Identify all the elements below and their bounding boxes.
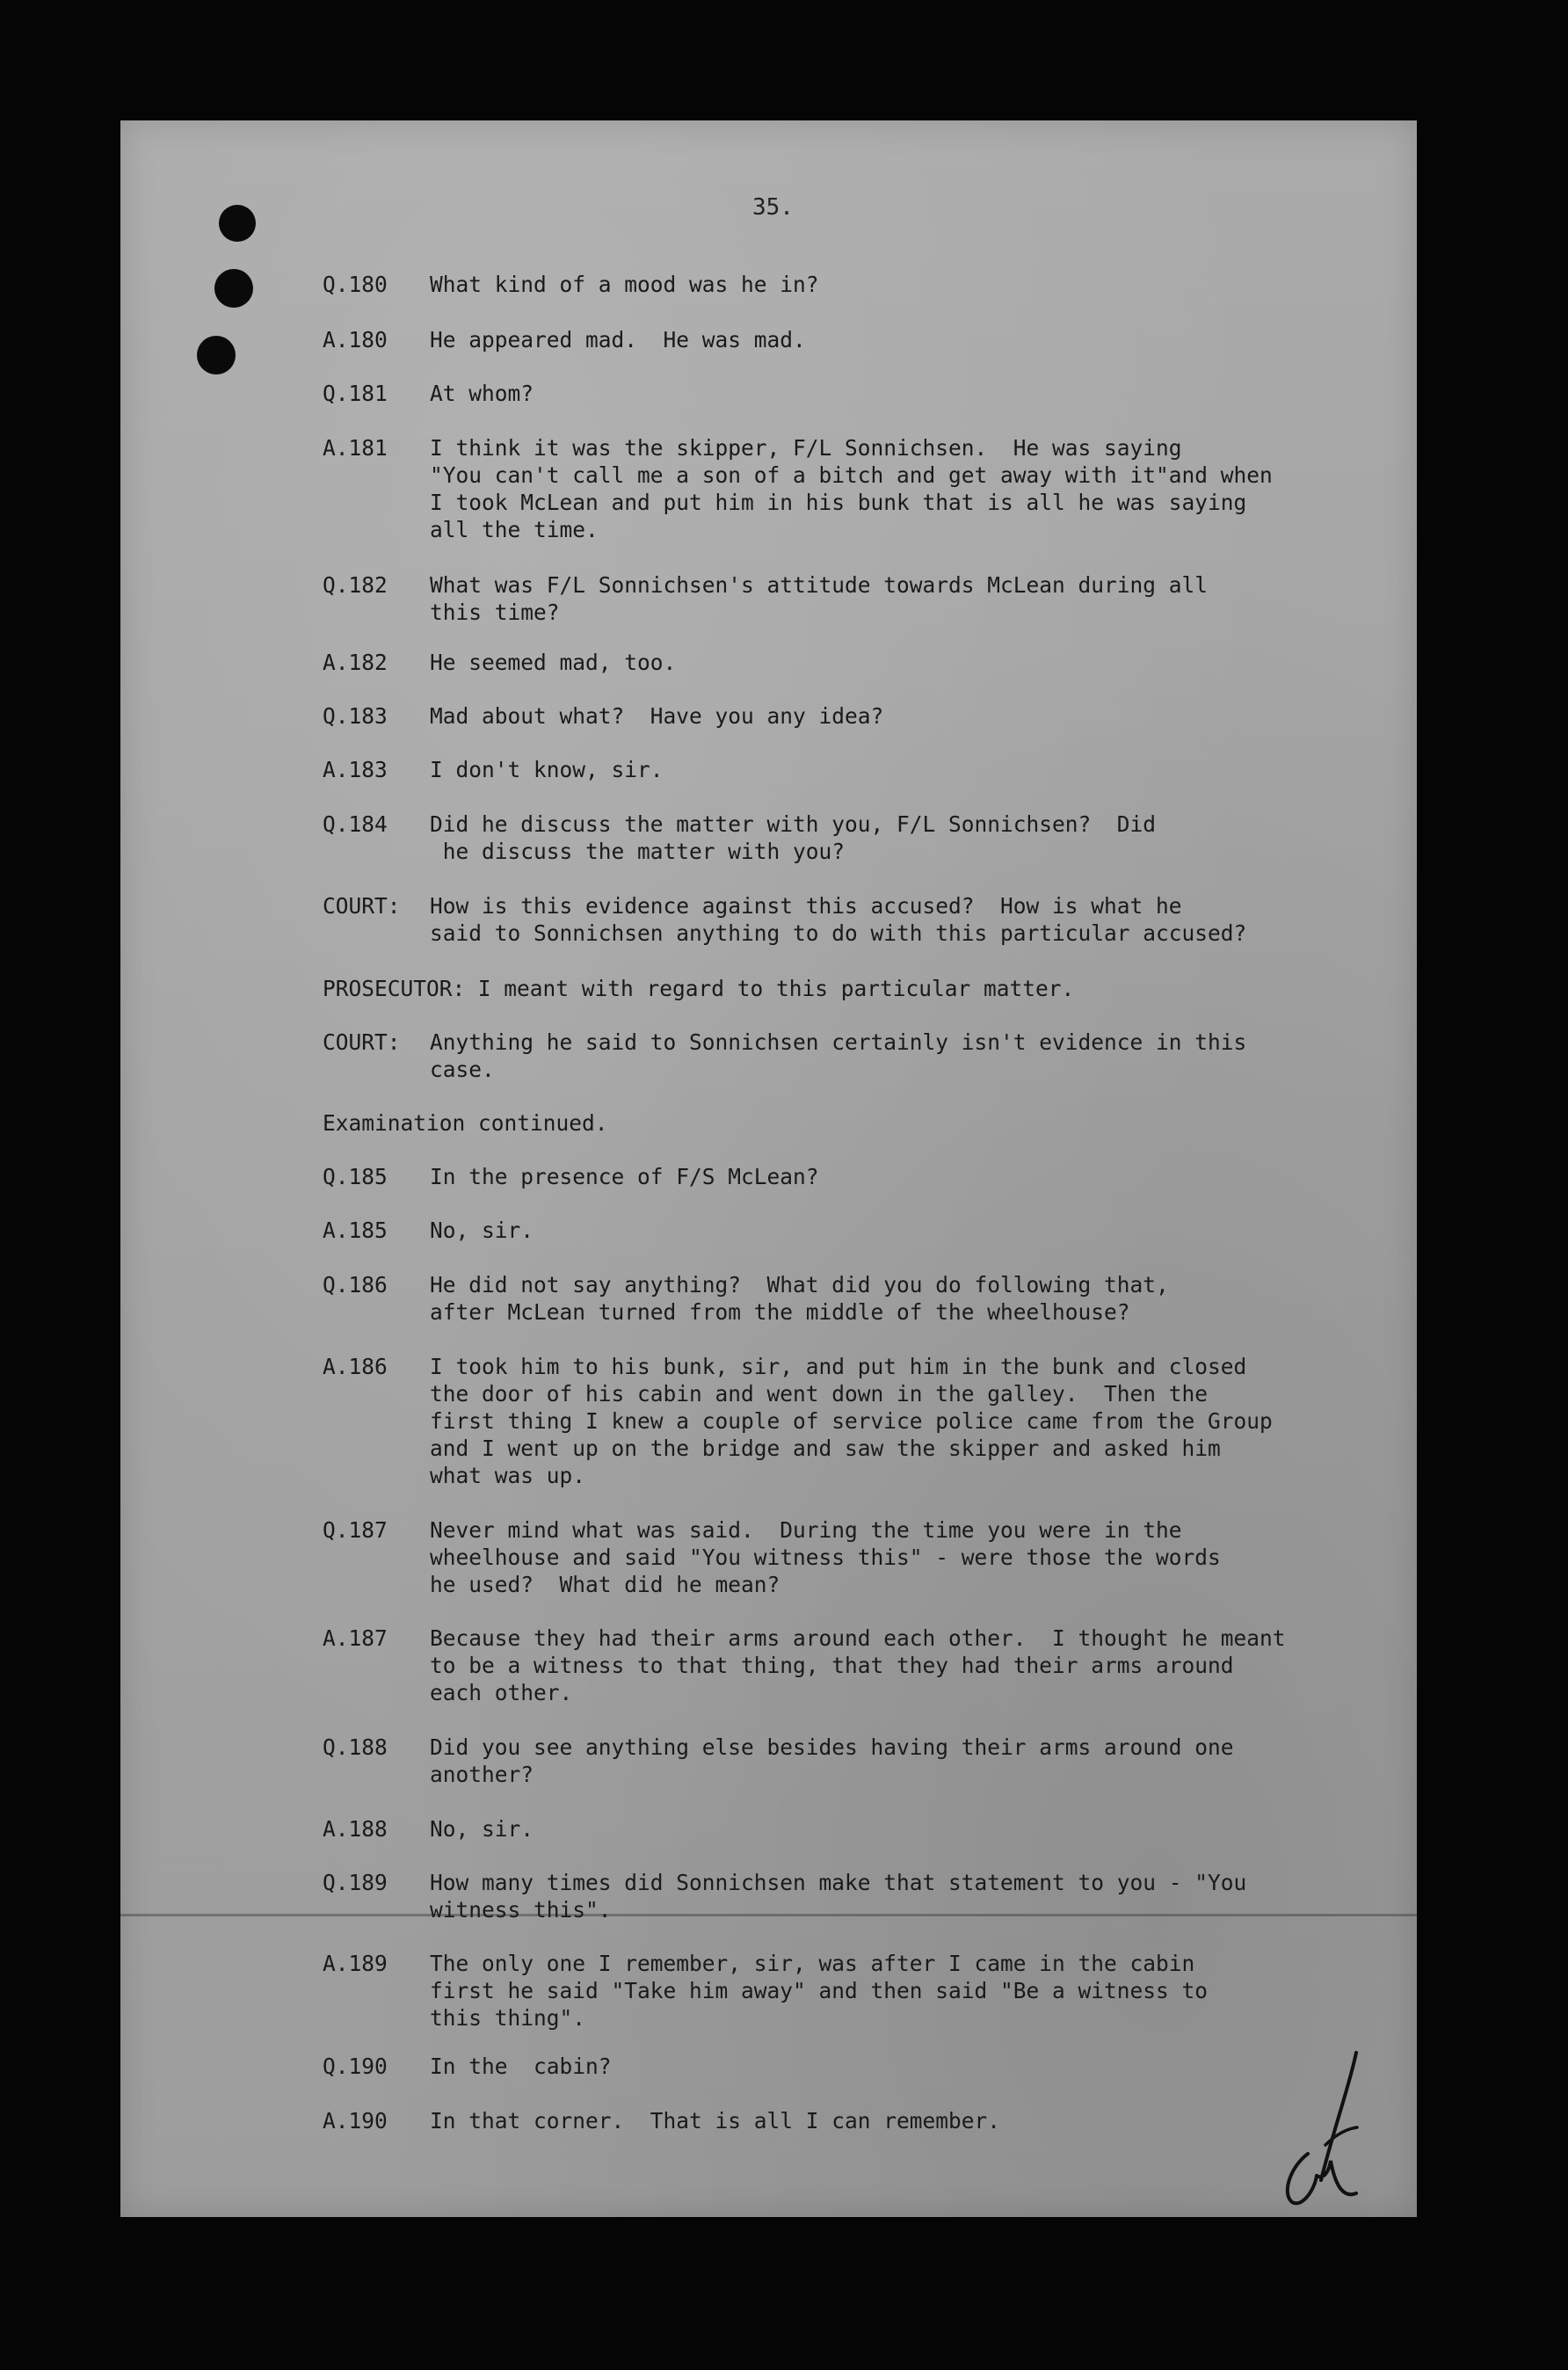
entry-line: No, sir.	[430, 1816, 534, 1842]
entry-line: Never mind what was said. During the time you were in the	[430, 1517, 1182, 1543]
entry-label: Q.185	[323, 1164, 388, 1189]
entry-line: Did you see anything else besides having their arms around one	[430, 1734, 1234, 1760]
entry-line: No, sir.	[430, 1218, 534, 1243]
entry-label: Q.183	[323, 703, 388, 729]
entry-label: Q.182	[323, 572, 388, 598]
entry-line: In the presence of F/S McLean?	[430, 1164, 819, 1189]
entry-line: In that corner. That is all I can remember.	[430, 2108, 1001, 2134]
entry-line: At whom?	[430, 381, 534, 406]
entry-label: Q.190	[323, 2054, 388, 2079]
entry-line: to be a witness to that thing, that they had their arms around	[430, 1653, 1234, 1678]
entry-line: said to Sonnichsen anything to do with this particular accused?	[430, 920, 1247, 946]
punch-hole-icon	[214, 269, 253, 308]
entry-line: What kind of a mood was he in?	[430, 272, 819, 297]
entry-line: first thing I knew a couple of service police came from the Group	[430, 1408, 1273, 1434]
entry-label: PROSECUTOR:	[323, 976, 466, 1001]
entry-line: he discuss the matter with you?	[430, 839, 846, 864]
entry-label: A.182	[323, 650, 388, 675]
entry-line: Anything he said to Sonnichsen certainly isn't evidence in this	[430, 1029, 1247, 1055]
entry-line: I took him to his bunk, sir, and put him in the bunk and closed	[430, 1354, 1247, 1379]
entry-label: Q.187	[323, 1517, 388, 1543]
punch-hole-icon	[219, 205, 256, 242]
entry-label: Q.184	[323, 811, 388, 837]
entry-label: A.186	[323, 1354, 388, 1379]
signature-initials-icon	[1273, 2048, 1378, 2215]
entry-label: Q.180	[323, 272, 388, 297]
entry-label: COURT:	[323, 893, 401, 919]
entry-line: wheelhouse and said "You witness this" - were those the words	[430, 1545, 1221, 1570]
entry-line: What was F/L Sonnichsen's attitude towards McLean during all	[430, 572, 1209, 598]
entry-line: I took McLean and put him in his bunk that is all he was saying	[430, 490, 1247, 515]
entry-label: A.190	[323, 2108, 388, 2134]
entry-label: A.189	[323, 1951, 388, 1976]
entry-line: I think it was the skipper, F/L Sonnichsen. He was saying	[430, 435, 1182, 461]
entry-label: A.188	[323, 1816, 388, 1842]
entry-label: Q.181	[323, 381, 388, 406]
entry-line: I meant with regard to this particular matter.	[477, 976, 1075, 1001]
entry-line: witness this".	[430, 1897, 612, 1923]
entry-label: Q.188	[323, 1734, 388, 1760]
entry-line: Because they had their arms around each other. I thought he meant	[430, 1625, 1286, 1651]
entry-line: In the cabin?	[430, 2054, 612, 2079]
entry-label: A.180	[323, 327, 388, 353]
entry-line: Examination continued.	[323, 1110, 608, 1136]
entry-line: this thing".	[430, 2005, 586, 2031]
entry-line: he used? What did he mean?	[430, 1572, 780, 1597]
entry-label: Q.186	[323, 1272, 388, 1298]
entry-line: He did not say anything? What did you do following that,	[430, 1272, 1169, 1298]
entry-line: the door of his cabin and went down in the galley. Then the	[430, 1381, 1209, 1407]
entry-line: He seemed mad, too.	[430, 650, 677, 675]
entry-label: A.185	[323, 1218, 388, 1243]
entry-line: I don't know, sir.	[430, 757, 664, 782]
entry-line: this time?	[430, 600, 560, 625]
entry-line: case.	[430, 1057, 495, 1082]
entry-label: A.183	[323, 757, 388, 782]
entry-line: How is this evidence against this accused? How is what he	[430, 893, 1182, 919]
entry-line: all the time.	[430, 517, 599, 542]
entry-line: another?	[430, 1762, 534, 1787]
entry-label: A.181	[323, 435, 388, 461]
entry-line: Mad about what? Have you any idea?	[430, 703, 884, 729]
entry-label: A.187	[323, 1625, 388, 1651]
entry-line: after McLean turned from the middle of the wheelhouse?	[430, 1299, 1130, 1325]
entry-label: COURT:	[323, 1029, 401, 1055]
entry-line: "You can't call me a son of a bitch and get away with it"and when	[430, 462, 1273, 488]
entry-line: Did he discuss the matter with you, F/L Sonnichsen? Did	[430, 811, 1157, 837]
entry-line: each other.	[430, 1680, 573, 1705]
entry-line: first he said "Take him away" and then said "Be a witness to	[430, 1978, 1209, 2003]
entry-line: what was up.	[430, 1463, 586, 1488]
entry-line: He appeared mad. He was mad.	[430, 327, 806, 353]
page-number: 35.	[752, 194, 794, 221]
punch-hole-icon	[197, 336, 236, 374]
entry-label: Q.189	[323, 1870, 388, 1895]
entry-line: and I went up on the bridge and saw the skipper and asked him	[430, 1436, 1221, 1461]
entry-line: How many times did Sonnichsen make that statement to you - "You	[430, 1870, 1247, 1895]
entry-line: The only one I remember, sir, was after I came in the cabin	[430, 1951, 1195, 1976]
